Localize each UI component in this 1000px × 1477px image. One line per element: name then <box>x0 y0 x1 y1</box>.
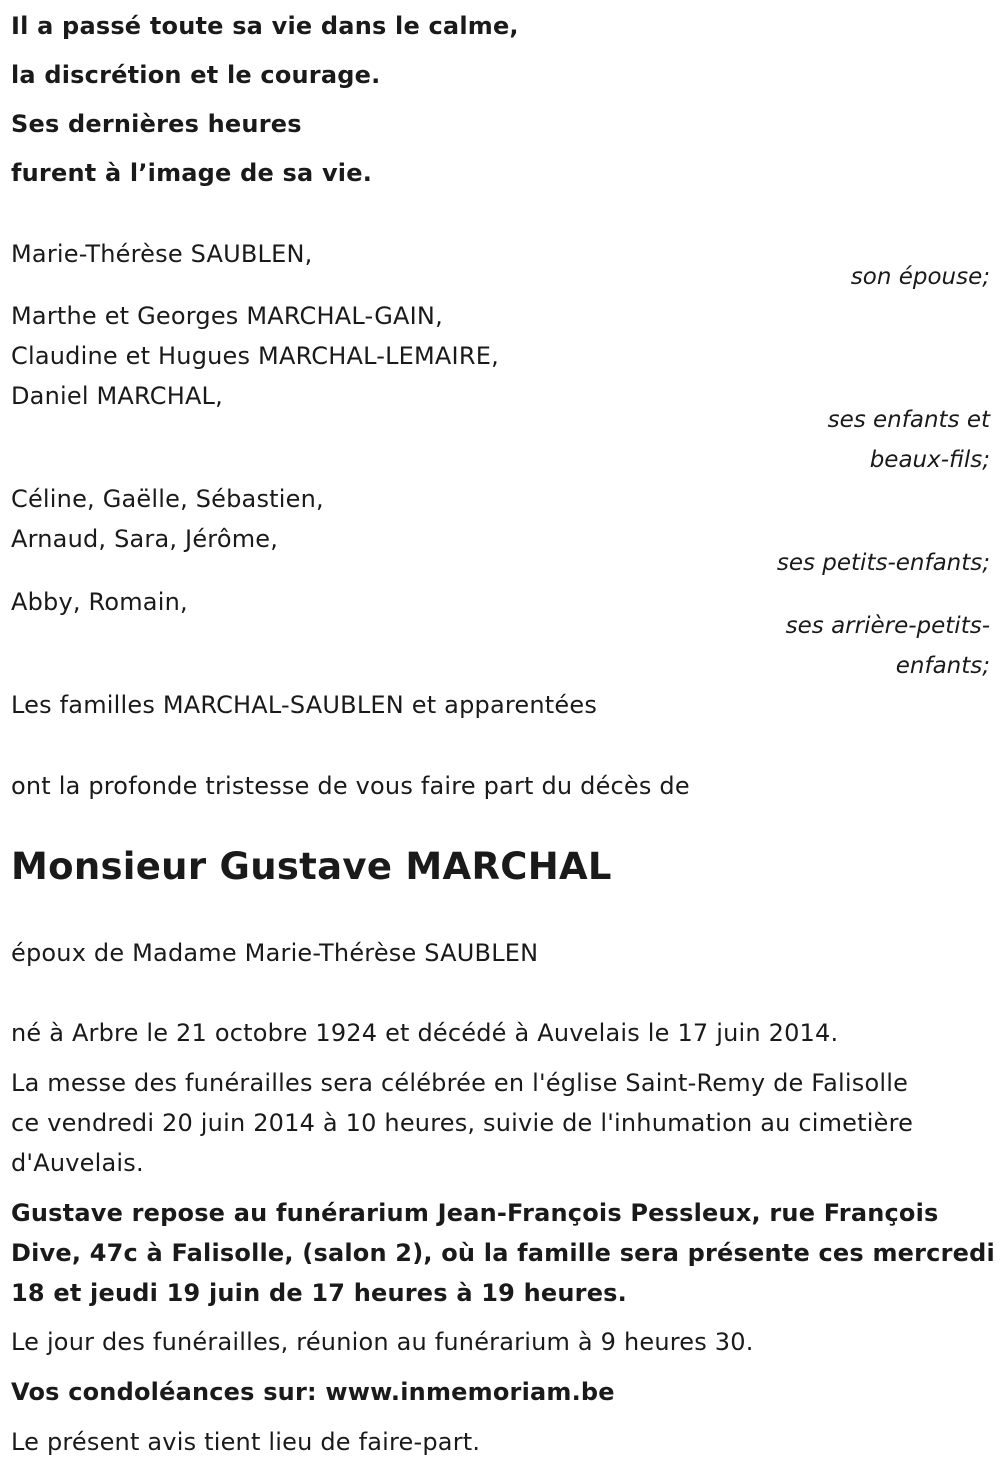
families-line: Les familles MARCHAL-SAUBLEN et apparentées <box>11 691 598 719</box>
child-line-3: Daniel MARCHAL, <box>11 382 223 410</box>
epitaph-line-1: Il a passé toute sa vie dans le calme, <box>11 12 519 40</box>
mass-line-3: d'Auvelais. <box>11 1149 144 1177</box>
meeting-line: Le jour des funérailles, réunion au funérarium à 9 heures 30. <box>11 1328 754 1356</box>
epitaph-line-3: Ses dernières heures <box>11 110 302 138</box>
children-role-line-1: ses enfants et <box>827 407 990 433</box>
child-line-1: Marthe et Georges MARCHAL-GAIN, <box>11 302 443 330</box>
child-line-2: Claudine et Hugues MARCHAL-LEMAIRE, <box>11 342 499 370</box>
birth-death-line: né à Arbre le 21 octobre 1924 et décédé à Auvelais le 17 juin 2014. <box>11 1019 839 1047</box>
condolences-line: Vos condoléances sur: www.inmemoriam.be <box>11 1378 615 1406</box>
announcement-line: ont la profonde tristesse de vous faire part du décès de <box>11 772 690 800</box>
great-grandchild-line-1: Abby, Romain, <box>11 588 188 616</box>
repose-line-3: 18 et jeudi 19 juin de 17 heures à 19 heures. <box>11 1279 627 1307</box>
spouse-name: Marie-Thérèse SAUBLEN, <box>11 240 313 268</box>
mass-line-1: La messe des funérailles sera célébrée en l'église Saint-Remy de Falisolle <box>11 1069 909 1097</box>
grandchild-line-1: Céline, Gaëlle, Sébastien, <box>11 485 324 513</box>
deceased-name: Monsieur Gustave MARCHAL <box>11 845 612 888</box>
spouse-role: son épouse; <box>850 264 990 290</box>
grandchild-line-2: Arnaud, Sara, Jérôme, <box>11 525 279 553</box>
great-grandchildren-role-line-1: ses arrière-petits- <box>785 613 990 639</box>
repose-line-2: Dive, 47c à Falisolle, (salon 2), où la famille sera présente ces mercredi <box>11 1239 995 1267</box>
spouse-of-line: époux de Madame Marie-Thérèse SAUBLEN <box>11 939 539 967</box>
epitaph-line-4: furent à l’image de sa vie. <box>11 159 373 187</box>
repose-line-1: Gustave repose au funérarium Jean-François Pessleux, rue François <box>11 1199 939 1227</box>
children-role-line-2: beaux-fils; <box>869 447 990 473</box>
mass-line-2: ce vendredi 20 juin 2014 à 10 heures, suivie de l'inhumation au cimetière <box>11 1109 914 1137</box>
grandchildren-role: ses petits-enfants; <box>776 550 990 576</box>
epitaph-line-2: la discrétion et le courage. <box>11 61 381 89</box>
notice-line: Le présent avis tient lieu de faire-part. <box>11 1428 481 1456</box>
great-grandchildren-role-line-2: enfants; <box>895 653 990 679</box>
